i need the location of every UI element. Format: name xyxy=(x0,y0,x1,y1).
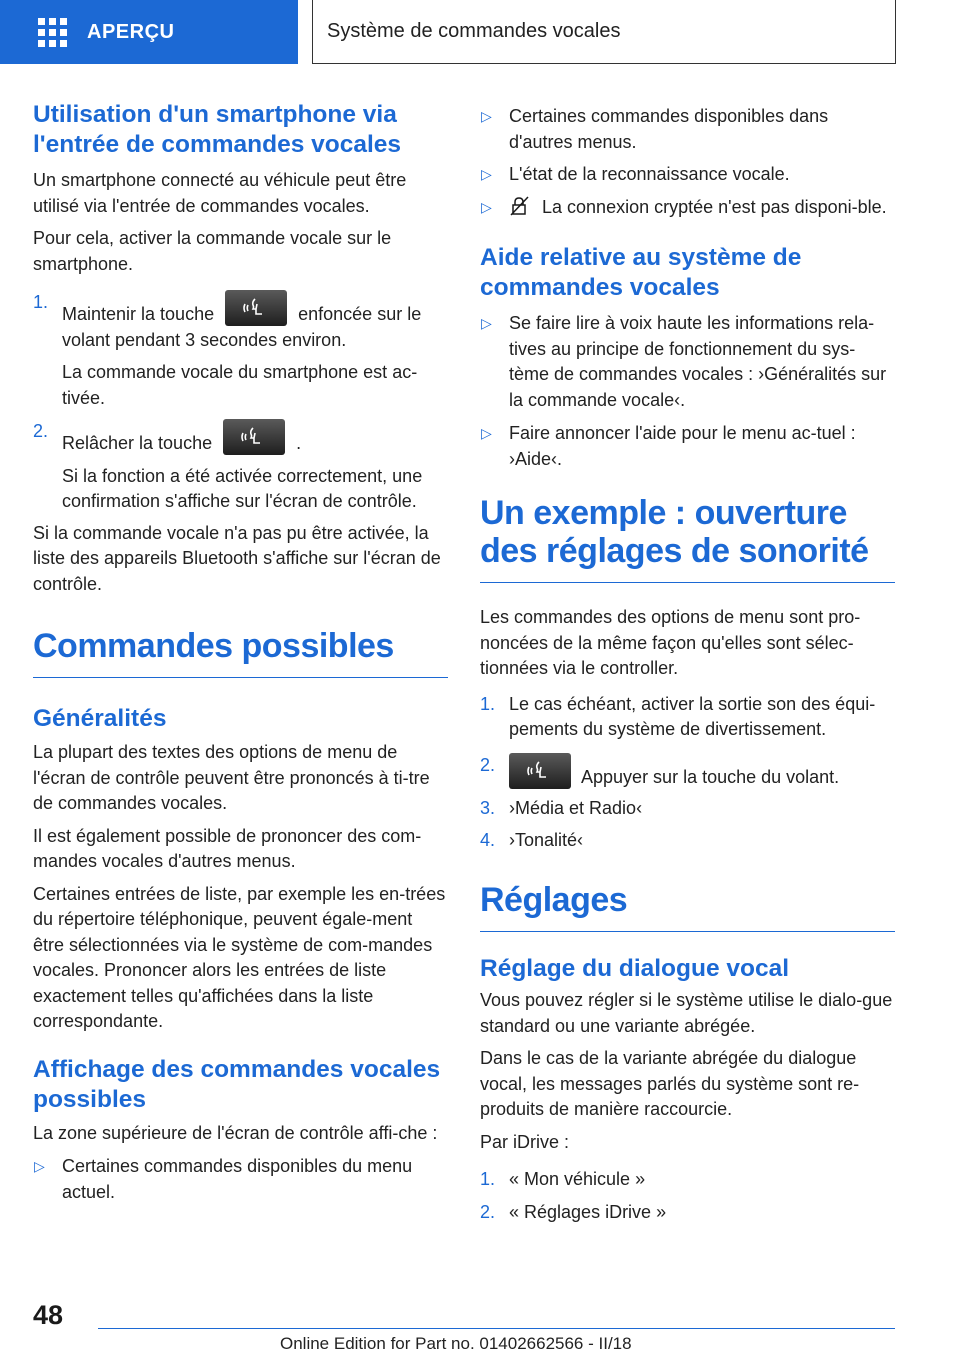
paragraph: Les commandes des options de menu sont pro-noncées de la même façon qu'elles sont sélec-tionnées via le controller. xyxy=(480,607,861,678)
bullet-text: La connexion cryptée n'est pas disponi-ble. xyxy=(542,196,887,217)
paragraph: Par iDrive : xyxy=(480,1131,570,1152)
step-number: 1. xyxy=(480,1169,496,1189)
section-title-dialogue: Réglage du dialogue vocal xyxy=(480,955,790,982)
bullet-triangle-icon: ▷ xyxy=(481,198,492,215)
paragraph: La zone supérieure de l'écran de contrôle affi-che : xyxy=(33,1122,438,1143)
bullet-item xyxy=(480,311,895,413)
bullet-text: L'état de la reconnaissance vocale. xyxy=(509,164,790,184)
bullet-text: Se faire lire à voix haute les informations rela-tives au principe de fonctionnement du sys-tème de commandes vocales : ›Généralités sur la commande vocale‹. xyxy=(509,313,887,410)
bullet-triangle-icon: ▷ xyxy=(481,425,492,441)
step-text: Appuyer sur la touche du volant. xyxy=(581,766,840,787)
voice-command-key-icon xyxy=(509,753,571,789)
bullet-triangle-icon: ▷ xyxy=(481,108,492,124)
paragraph: Pour cela, activer la commande vocale sur le smartphone. xyxy=(33,228,392,274)
bullet-text: Faire annoncer l'aide pour le menu ac-tuel : ›Aide‹. xyxy=(509,423,856,469)
step-continuation: Si la fonction a été activée correctement, une confirmation s'affiche sur l'écran de contrôle. xyxy=(62,465,423,511)
right-column xyxy=(480,104,895,1225)
step-text: Relâcher la touche xyxy=(62,433,213,453)
step-item xyxy=(33,419,448,457)
bullet-item xyxy=(33,1154,448,1205)
step-text: . xyxy=(296,433,302,453)
section-title-smartphone: Utilisation d'un smartphone via l'entrée de commandes vocales xyxy=(33,101,402,158)
left-column xyxy=(33,100,448,1205)
step-item xyxy=(480,1167,895,1193)
step-item xyxy=(480,1200,895,1226)
voice-command-key-icon xyxy=(223,419,285,455)
step-number: 3. xyxy=(480,798,496,818)
overview-tab-label: APERÇU xyxy=(87,20,175,43)
paragraph: Vous pouvez régler si le système utilise le dialo-gue standard ou une variante abrégée. xyxy=(480,990,893,1036)
step-continuation: La commande vocale du smartphone est ac-tivée. xyxy=(62,362,418,408)
step-number: 2. xyxy=(480,1201,496,1222)
paragraph: Un smartphone connecté au véhicule peut être utilisé via l'entrée de commandes vocales. xyxy=(33,170,407,216)
step-item xyxy=(480,796,895,822)
step-item xyxy=(33,290,448,353)
step-item xyxy=(480,828,895,854)
step-number: 4. xyxy=(480,829,496,850)
paragraph: Il est également possible de prononcer des com-mandes vocales d'autres menus. xyxy=(33,825,422,871)
step-number: 2. xyxy=(33,421,49,441)
grid-icon xyxy=(38,18,67,47)
encryption-unavailable-icon xyxy=(509,196,531,224)
step-number: 2. xyxy=(480,754,496,775)
step-text: enfoncée sur le volant pendant 3 secondes environ. xyxy=(62,304,422,350)
section-title-affichage: Affichage des commandes vocales possibles xyxy=(33,1055,441,1113)
step-item xyxy=(480,692,895,743)
step-text: « Réglages iDrive » xyxy=(509,1201,667,1222)
heading-reglages: Réglages xyxy=(480,881,895,932)
section-title-aide: Aide relative au système de commandes vocales xyxy=(480,244,802,301)
heading-commandes-possibles: Commandes possibles xyxy=(33,627,448,678)
step-text: « Mon véhicule » xyxy=(509,1169,646,1189)
page-number: 48 xyxy=(33,1300,64,1330)
bullet-triangle-icon: ▷ xyxy=(481,166,492,182)
heading-un-exemple: Un exemple : ouverture des réglages de sonorité xyxy=(480,494,895,583)
step-text: Le cas échéant, activer la sortie son des équi-pements du système de divertissement. xyxy=(509,693,876,739)
step-text: ›Tonalité‹ xyxy=(509,829,584,850)
bullet-item xyxy=(480,421,895,472)
voice-command-key-icon xyxy=(225,290,287,326)
step-item xyxy=(480,753,895,791)
bullet-triangle-icon: ▷ xyxy=(481,315,492,331)
bullet-text: Certaines commandes disponibles dans d'autres menus. xyxy=(509,106,829,152)
step-text: ›Média et Radio‹ xyxy=(509,798,643,818)
chapter-title: Système de commandes vocales xyxy=(312,0,896,64)
step-number: 1. xyxy=(480,693,496,714)
bullet-text: Certaines commandes disponibles du menu actuel. xyxy=(62,1156,413,1202)
paragraph: La plupart des textes des options de menu de l'écran de contrôle peuvent être prononcés à ti-tre de commandes vocales. xyxy=(33,742,430,813)
paragraph: Si la commande vocale n'a pas pu être activée, la liste des appareils Bluetooth s'affiche sur l'écran de contrôle. xyxy=(33,522,441,594)
footer-edition: Online Edition for Part no. 01402662566 - II/18 xyxy=(280,1334,632,1353)
paragraph: Certaines entrées de liste, par exemple les en-trées du répertoire téléphonique, peuvent égale-ment être sélectionnées via le système de com-mandes vocales. Prononcer alors les entrées de liste exactement telles qu'affichées dans la liste correspondante. xyxy=(33,883,446,1031)
paragraph: Dans le cas de la variante abrégée du dialogue vocal, les messages parlés du système sont re-produits de manière raccourcie. xyxy=(480,1048,860,1119)
footer-divider xyxy=(98,1328,895,1329)
bullet-triangle-icon: ▷ xyxy=(34,1158,45,1174)
bullet-item xyxy=(480,162,895,188)
step-text: Maintenir la touche xyxy=(62,304,215,324)
bullet-item xyxy=(480,104,895,155)
overview-tab[interactable] xyxy=(0,0,298,64)
section-title-generalites: Généralités xyxy=(33,705,167,732)
step-number: 1. xyxy=(33,292,49,312)
bullet-item xyxy=(480,195,895,224)
